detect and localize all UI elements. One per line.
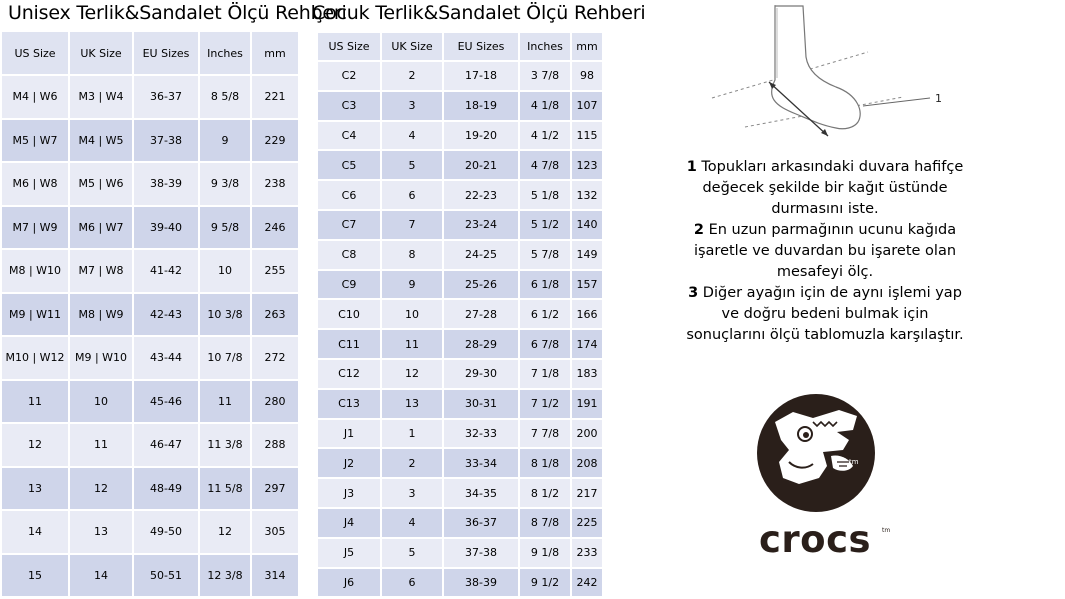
table-cell: 48-49 [134,468,198,510]
table-row [318,151,602,179]
table-cell: 6 [382,569,442,597]
table-cell: M5 | W6 [70,163,132,205]
table-cell: 11 3/8 [200,424,250,466]
table-row [318,271,602,299]
column-header: Inches [520,33,570,60]
table-cell: 29-30 [444,360,518,388]
table-cell: 9 3/8 [200,163,250,205]
table-cell: 314 [252,555,298,597]
table-cell: 8 [382,241,442,269]
table-row [2,424,298,466]
table-cell: 10 [200,250,250,292]
table-cell: 50-51 [134,555,198,597]
table-cell: 3 7/8 [520,62,570,90]
table-row [318,390,602,418]
table-cell: 208 [572,449,602,477]
table-row [318,449,602,477]
table-cell: 255 [252,250,298,292]
table-row [318,181,602,209]
table-cell: 115 [572,122,602,150]
table-cell: 8 1/2 [520,479,570,507]
table-cell: 14 [70,555,132,597]
table-row [2,294,298,336]
table-cell: 11 [382,330,442,358]
table-cell: 7 1/2 [520,390,570,418]
table-cell: 157 [572,271,602,299]
child-size-table [316,31,604,598]
table-cell: 5 [382,151,442,179]
step-number: 2 [693,222,704,238]
table-cell: 191 [572,390,602,418]
table-cell: 36-37 [134,76,198,118]
table-cell: 34-35 [444,479,518,507]
table-row [2,468,298,510]
table-cell: 25-26 [444,271,518,299]
table-cell: 33-34 [444,449,518,477]
table-cell: 18-19 [444,92,518,120]
table-row [2,120,298,162]
table-cell: 98 [572,62,602,90]
step-number: 3 [688,285,699,301]
table-cell: M5 | W7 [2,120,68,162]
table-cell: 2 [382,62,442,90]
table-cell: 4 [382,509,442,537]
instruction-step-1 [680,157,970,220]
table-row [318,479,602,507]
table-header-row [318,33,602,60]
table-cell: 4 1/8 [520,92,570,120]
table-cell: 4 7/8 [520,151,570,179]
crocs-logo [753,392,893,562]
table-cell: 11 [200,381,250,423]
table-cell: 12 [2,424,68,466]
table-cell: 45-46 [134,381,198,423]
table-cell: M9 | W11 [2,294,68,336]
step-number: 1 [686,159,697,175]
table-cell: 288 [252,424,298,466]
column-header: mm [252,32,298,74]
table-row [318,509,602,537]
table-cell: 43-44 [134,337,198,379]
table-cell: 10 3/8 [200,294,250,336]
table-row [318,330,602,358]
table-cell: 39-40 [134,207,198,249]
diagram-label: 1 [935,92,942,105]
table-cell: 4 1/2 [520,122,570,150]
table-cell: 9 5/8 [200,207,250,249]
column-header: mm [572,33,602,60]
table-cell: M7 | W9 [2,207,68,249]
table-cell: 32-33 [444,420,518,448]
table-cell: 46-47 [134,424,198,466]
table-cell: C6 [318,181,380,209]
table-cell: 246 [252,207,298,249]
table-cell: J5 [318,539,380,567]
table-cell: 13 [70,511,132,553]
table-cell: 12 3/8 [200,555,250,597]
table-cell: 6 1/8 [520,271,570,299]
table-cell: J3 [318,479,380,507]
table-cell: 3 [382,92,442,120]
table-cell: 5 1/2 [520,211,570,239]
table-cell: 272 [252,337,298,379]
table-row [2,76,298,118]
table-cell: 305 [252,511,298,553]
table-row [318,360,602,388]
table-cell: J4 [318,509,380,537]
table-cell: 5 7/8 [520,241,570,269]
logo-wordmark-tm: tm [882,527,891,534]
table-cell: 217 [572,479,602,507]
table-cell: C5 [318,151,380,179]
table-row [318,539,602,567]
table-cell: 9 [382,271,442,299]
table-cell: M3 | W4 [70,76,132,118]
table-cell: 5 [382,539,442,567]
table-cell: M8 | W10 [2,250,68,292]
table-cell: 12 [200,511,250,553]
unisex-size-guide-title: Unisex Terlik&Sandalet Ölçü Rehberi [8,2,347,24]
instruction-step-2 [680,220,970,283]
table-cell: 19-20 [444,122,518,150]
table-cell: 123 [572,151,602,179]
table-cell: 297 [252,468,298,510]
table-row [318,92,602,120]
table-row [318,569,602,597]
table-cell: 8 1/8 [520,449,570,477]
table-cell: 36-37 [444,509,518,537]
table-cell: J6 [318,569,380,597]
table-cell: 183 [572,360,602,388]
table-cell: C10 [318,300,380,328]
table-cell: 221 [252,76,298,118]
table-cell: 238 [252,163,298,205]
table-cell: 242 [572,569,602,597]
table-cell: 7 7/8 [520,420,570,448]
table-cell: 11 [2,381,68,423]
table-cell: C9 [318,271,380,299]
table-cell: 15 [2,555,68,597]
table-cell: 12 [382,360,442,388]
table-cell: M6 | W8 [2,163,68,205]
table-cell: 149 [572,241,602,269]
table-row [318,300,602,328]
table-cell: M8 | W9 [70,294,132,336]
table-row [2,511,298,553]
table-cell: C11 [318,330,380,358]
table-cell: 7 [382,211,442,239]
column-header: US Size [2,32,68,74]
table-cell: 1 [382,420,442,448]
table-cell: C13 [318,390,380,418]
child-size-guide-title: Çocuk Terlik&Sandalet Ölçü Rehberi [312,2,646,24]
label-pointer-line [863,98,930,106]
table-row [318,241,602,269]
table-header-row [2,32,298,74]
table-cell: 166 [572,300,602,328]
table-cell: 6 1/2 [520,300,570,328]
table-row [318,211,602,239]
table-cell: 140 [572,211,602,239]
table-cell: 13 [2,468,68,510]
table-cell: C12 [318,360,380,388]
table-cell: C3 [318,92,380,120]
table-cell: 229 [252,120,298,162]
table-cell: 174 [572,330,602,358]
column-header: EU Sizes [134,32,198,74]
table-cell: M10 | W12 [2,337,68,379]
table-row [2,163,298,205]
logo-wordmark: crocs [759,518,872,561]
step-text: En uzun parmağının ucunu kağıda işaretle ve duvardan bu işarete olan mesafeyi ölç. [693,222,957,280]
table-cell: 4 [382,122,442,150]
table-row [318,420,602,448]
table-row [318,62,602,90]
table-cell: 6 [382,181,442,209]
step-text: Topukları arkasındaki duvara hafifçe değecek şekilde bir kağıt üstünde durmasını iste. [696,159,964,217]
table-cell: 7 1/8 [520,360,570,388]
table-cell: M6 | W7 [70,207,132,249]
table-cell: M9 | W10 [70,337,132,379]
table-cell: 49-50 [134,511,198,553]
table-cell: 14 [2,511,68,553]
table-cell: C8 [318,241,380,269]
table-cell: 6 7/8 [520,330,570,358]
table-row [2,207,298,249]
table-row [2,555,298,597]
table-cell: 200 [572,420,602,448]
table-row [2,381,298,423]
instruction-step-3 [680,283,970,346]
step-text: Diğer ayağın için de aynı işlemi yap ve doğru bedeni bulmak için sonuçlarını ölçü tablomuzla karşılaştır. [686,285,964,343]
table-cell: 263 [252,294,298,336]
table-cell: 42-43 [134,294,198,336]
table-cell: 10 7/8 [200,337,250,379]
measurement-instructions [680,157,970,346]
table-cell: 41-42 [134,250,198,292]
table-cell: 2 [382,449,442,477]
table-cell: 30-31 [444,390,518,418]
table-cell: M4 | W6 [2,76,68,118]
table-cell: 13 [382,390,442,418]
table-cell: 37-38 [134,120,198,162]
table-cell: 9 [200,120,250,162]
table-cell: 8 5/8 [200,76,250,118]
table-cell: 11 5/8 [200,468,250,510]
table-cell: 20-21 [444,151,518,179]
table-cell: 17-18 [444,62,518,90]
table-cell: 23-24 [444,211,518,239]
table-cell: 8 7/8 [520,509,570,537]
unisex-size-table [0,30,300,598]
table-cell: 28-29 [444,330,518,358]
table-cell: 38-39 [444,569,518,597]
table-cell: 107 [572,92,602,120]
column-header: UK Size [70,32,132,74]
table-cell: 22-23 [444,181,518,209]
column-header: Inches [200,32,250,74]
table-cell: J2 [318,449,380,477]
table-cell: 9 1/2 [520,569,570,597]
table-cell: 132 [572,181,602,209]
table-cell: 11 [70,424,132,466]
table-cell: 5 1/8 [520,181,570,209]
table-cell: 27-28 [444,300,518,328]
table-row [2,250,298,292]
table-cell: 10 [70,381,132,423]
table-cell: 3 [382,479,442,507]
table-cell: J1 [318,420,380,448]
column-header: US Size [318,33,380,60]
column-header: EU Sizes [444,33,518,60]
table-cell: 38-39 [134,163,198,205]
logo-circle-tm: tm [849,458,859,466]
table-cell: 233 [572,539,602,567]
table-cell: C4 [318,122,380,150]
column-header: UK Size [382,33,442,60]
table-cell: C2 [318,62,380,90]
table-cell: 225 [572,509,602,537]
table-cell: 10 [382,300,442,328]
table-cell: 37-38 [444,539,518,567]
table-row [318,122,602,150]
table-cell: M7 | W8 [70,250,132,292]
table-cell: 280 [252,381,298,423]
table-cell: 9 1/8 [520,539,570,567]
table-cell: 12 [70,468,132,510]
table-cell: C7 [318,211,380,239]
table-cell: 24-25 [444,241,518,269]
foot-measure-diagram [708,2,958,147]
table-row [2,337,298,379]
table-cell: M4 | W5 [70,120,132,162]
